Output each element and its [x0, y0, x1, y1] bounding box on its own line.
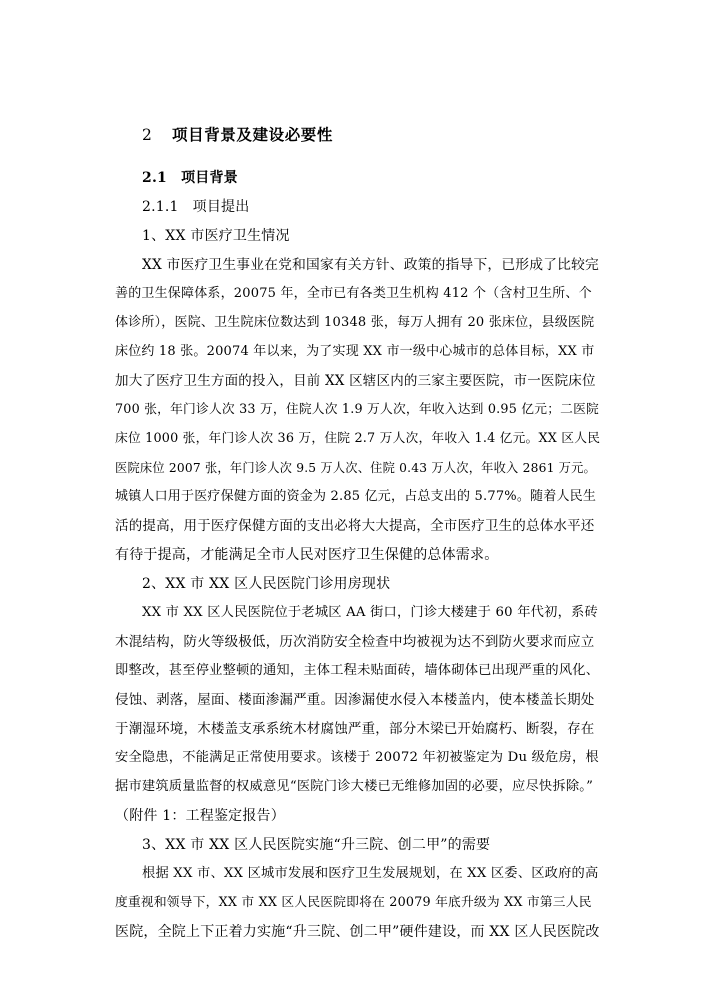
item-heading: 3、XX 市 XX 区人民医院实施“升三院、创二甲”的需要: [142, 837, 491, 853]
paragraph-line: （附件 1：工程鉴定报告）: [115, 808, 285, 824]
paragraph-line: XX 市医疗卫生事业在党和国家有关方针、政策的指导下，已形成了比较完: [142, 257, 600, 273]
paragraph-line: 于潮湿环境，木楼盖支承系统木材腐蚀严重，部分木梁已开始腐朽、断裂，存在: [115, 721, 595, 737]
section-heading: [142, 125, 333, 145]
paragraph-line: 有待于提高，才能满足全市人民对医疗卫生保健的总体需求。: [115, 547, 499, 563]
paragraph-line: 活的提高，用于医疗保健方面的支出必将大大提高，全市医疗卫生的总体水平还: [115, 518, 595, 534]
paragraph-line: 体诊所），医院、卫生院床位数达到 10348 张，每万人拥有 20 张床位，县级医院: [115, 315, 595, 330]
section-title: 项目背景及建设必要性: [172, 125, 334, 144]
paragraph-line: 医院，全院上下正着力实施“升三院、创二甲”硬件建设，而 XX 区人民医院改: [115, 924, 600, 940]
paragraph-line: 据市建筑质量监督的权威意见“医院门诊大楼已无维修加固的必要，应尽快拆除。”: [115, 779, 594, 794]
paragraph-line: XX 市 XX 区人民医院位于老城区 AA 街口，门诊大楼建于 60 年代初，系砖: [142, 605, 598, 620]
subsection-heading: [142, 168, 238, 188]
item-heading: 1、XX 市医疗卫生情况: [142, 228, 290, 244]
paragraph-line: 木混结构，防火等级极低，历次消防安全检查中均被视为达不到防火要求而应立: [115, 634, 595, 650]
subsubsection-heading: [142, 197, 249, 217]
item-heading: 2、XX 市 XX 区人民医院门诊用房现状: [142, 576, 391, 592]
paragraph-line: 城镇人口用于医疗保健方面的资金为 2.85 亿元，占总支出的 5.77%。随着人民生: [115, 489, 597, 504]
subsection-title: 项目背景: [181, 170, 238, 186]
paragraph-line: 700 张，年门诊人次 33 万，住院人次 1.9 万人次，年收入达到 0.95 亿元；二医院: [115, 402, 599, 417]
subsubsection-number: 2.1.1: [142, 199, 179, 215]
section-number: 2: [142, 126, 153, 144]
paragraph-line: 床位 1000 张，年门诊人次 36 万，住院 2.7 万人次，年收入 1.4 亿元。XX 区人民: [115, 431, 601, 446]
paragraph-line: 侵蚀、剥落，屋面、楼面渗漏严重。因渗漏使水侵入本楼盖内，使本楼盖长期处: [115, 692, 595, 708]
paragraph-line: 医院床位 2007 张，年门诊人次 9.5 万人次、住院 0.43 万人次，年收入 2861 万元。: [115, 461, 597, 475]
subsubsection-title: 项目提出: [192, 199, 250, 215]
paragraph-line: 根据 XX 市、XX 区城市发展和医疗卫生发展规划，在 XX 区委、区政府的高: [142, 866, 599, 881]
paragraph-line: 即整改，甚至停业整顿的通知，主体工程未贴面砖，墙体砌体已出现严重的风化、: [115, 663, 600, 678]
paragraph-line: 床位约 18 张。20074 年以来，为了实现 XX 市一级中心城市的总体目标，XX 市: [115, 344, 595, 359]
paragraph-line: 安全隐患，不能满足正常使用要求。该楼于 20072 年初被鉴定为 Du 级危房，根: [115, 750, 599, 765]
subsection-number: 2.1: [142, 170, 167, 186]
paragraph-line: 善的卫生保障体系，20075 年，全市已有各类卫生机构 412 个（含村卫生所、个: [115, 286, 592, 301]
paragraph-line: 度重视和领导下，XX 市 XX 区人民医院即将在 20079 年底升级为 XX 市第三人民: [115, 895, 592, 910]
paragraph-line: 加大了医疗卫生方面的投入，目前 XX 区辖区内的三家主要医院，市一医院床位: [115, 373, 596, 389]
